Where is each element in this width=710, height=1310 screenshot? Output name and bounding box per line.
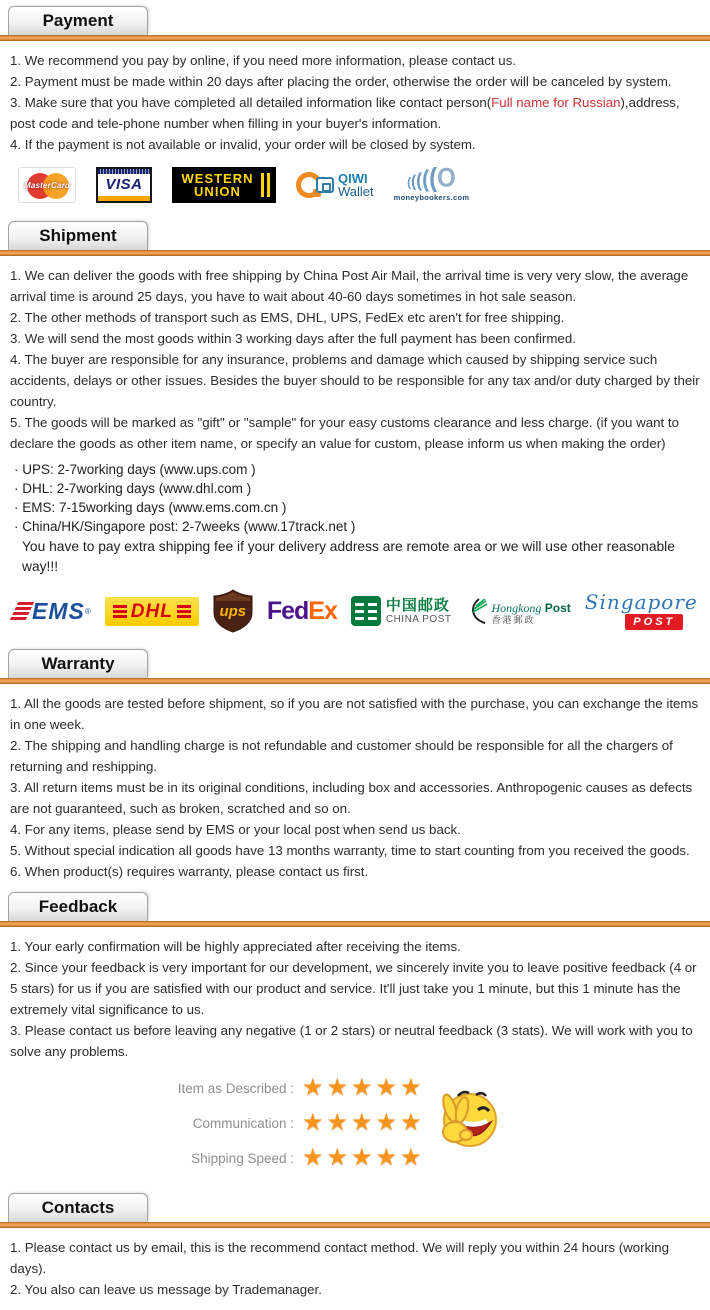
singapore-post-box-label: POST (625, 614, 683, 630)
victory-smiley-icon (428, 1080, 500, 1161)
courier-china-post: · China/HK/Singapore post: 2-7weeks (www.17track.net ) (14, 519, 356, 534)
feedback-item-3: 3. Please contact us before leaving any negative (1 or 2 stars) or neutral feedback (3 stats). We will work with you to solve any problems. (10, 1023, 693, 1059)
rating-row-shipping-speed (0, 1146, 710, 1170)
payment-logos-row (0, 159, 710, 215)
warranty-tab-label: Warranty (41, 654, 115, 673)
shipment-section-header (0, 221, 710, 256)
contacts-item-2: 2. You also can leave us message by Trademanager. (10, 1282, 322, 1297)
feedback-tab-label: Feedback (38, 897, 118, 916)
rating-row-communication (0, 1111, 710, 1135)
feedback-item-2: 2. Since your feedback is very important for our development, we sincerely invite you to leave positive feedback (4 or 5 stars) for us if you are satisfied with our product and service. It'll just take you 1 minute, but this 1 minute has the extremely vital significance to us. (10, 960, 697, 1017)
moneybookers-arcs: (((((O (407, 163, 456, 194)
mastercard-logo-label: MasterCard (23, 181, 70, 190)
dhl-logo-icon (105, 597, 199, 626)
china-post-labels (386, 598, 452, 625)
rating-label-item-as-described: Item as Described : (177, 1080, 294, 1096)
warranty-item-2: 2. The shipping and handling charge is not refundable and customer should be responsible for all the chargers of returning and reshipping. (10, 738, 673, 774)
fedex-ex: Ex (308, 596, 337, 625)
hongkong-post-cn: 香港郵政 (491, 615, 536, 625)
fedex-logo-icon (266, 596, 337, 625)
shipment-item-4: 4. The buyer are responsible for any insurance, problems and damage which caused by shipping service such accidents, delays or other issues. Besides the buyer should to be responsible for any tax and/or duty charged by their country. (10, 352, 700, 409)
feedback-tab (8, 892, 148, 921)
shipping-logos-row (0, 577, 710, 643)
feedback-item-1: 1. Your early confirmation will be highly appreciated after receiving the items. (10, 939, 461, 954)
mastercard-logo-icon (18, 167, 76, 203)
western-union-line2: UNION (194, 184, 241, 199)
payment-body (0, 41, 710, 159)
shipment-item-5: 5. The goods will be marked as "gift" or "sample" for your easy customs clearance and less charge. (if you want to declare the goods as other item name, or specify an value for custom, please inform us when making the order) (10, 415, 680, 451)
five-star-icons: ★★★★★ (302, 1074, 425, 1101)
qiwi-line2: Wallet (338, 184, 374, 199)
visa-gold-stripe (98, 196, 150, 201)
visa-logo-icon (96, 167, 152, 203)
ups-logo-label: ups (219, 603, 247, 620)
payment-section-header (0, 6, 710, 41)
rating-label-shipping-speed: Shipping Speed : (191, 1150, 294, 1166)
china-post-en-label: CHINA POST (385, 613, 452, 625)
shipment-tab (8, 221, 148, 250)
hongkong-word: Hongkong (491, 601, 542, 615)
china-post-cn-label: 中国邮政 (385, 596, 450, 614)
warranty-item-4: 4. For any items, please send by EMS or your local post when send us back. (10, 822, 461, 837)
feedback-section-header (0, 892, 710, 927)
feedback-ratings (0, 1066, 710, 1187)
warranty-item-3: 3. All return items must be in its original conditions, including box and accessories. Anthropogenic causes as defects are not guaranteed, such as broken, scratched and so on. (10, 780, 693, 816)
hongkong-post-swirl (465, 596, 489, 626)
moneybookers-logo-icon (393, 163, 470, 202)
moneybookers-logo-label: moneybookers.com (393, 193, 470, 202)
post-word: Post (544, 601, 571, 615)
rating-row-item-as-described (0, 1076, 710, 1100)
payment-item-1: 1. We recommend you pay by online, if you need more information, please contact us. (10, 53, 517, 68)
western-union-logo-icon (172, 167, 276, 203)
warranty-item-5: 5. Without special indication all goods have 13 months warranty, time to start counting from you received the goods. (10, 843, 690, 858)
contacts-tab-label: Contacts (41, 1198, 115, 1217)
warranty-item-6: 6. When product(s) requires warranty, please contact us first. (10, 864, 369, 879)
courier-dhl: · DHL: 2-7working days (www.dhl.com ) (14, 481, 252, 496)
payment-item-2: 2. Payment must be made within 20 days after placing the order, otherwise the order will be canceled by system. (10, 74, 672, 89)
hongkong-post-labels (491, 602, 570, 626)
shipment-item-3: 3. We will send the most goods within 3 working days after the full payment has been confirmed. (10, 331, 576, 346)
dhl-logo-label: DHL (130, 600, 173, 622)
china-post-logo-icon (351, 596, 452, 626)
payment-item-3 (10, 92, 702, 134)
rating-label-communication: Communication : (192, 1115, 294, 1131)
five-star-icons: ★★★★★ (302, 1144, 425, 1171)
warranty-tab (8, 649, 148, 678)
dhl-left-dashes (113, 610, 127, 613)
qiwi-line1: QIWI (338, 171, 368, 186)
warranty-body (0, 684, 710, 886)
remote-area-note: You have to pay extra shipping fee if your delivery address are remote area or we will use other reasonable way!!! (22, 539, 675, 574)
fedex-fed: Fed (266, 596, 309, 625)
shipment-item-2: 2. The other methods of transport such as EMS, DHL, UPS, FedEx etc aren't for free shipping. (10, 310, 565, 325)
seller-info-page (0, 6, 710, 1310)
hongkong-post-logo-icon (465, 596, 570, 626)
courier-times-list (0, 458, 710, 536)
ups-logo-icon (213, 589, 253, 633)
contacts-tab (8, 1193, 148, 1222)
payment-tab-label: Payment (42, 11, 114, 30)
hongkong-post-en (491, 602, 570, 615)
shipment-body (0, 256, 710, 458)
courier-ems: · EMS: 7-15working days (www.ems.com.cn ) (14, 500, 287, 515)
western-union-logo-label (178, 172, 257, 198)
western-union-bars (261, 173, 270, 197)
five-star-icons: ★★★★★ (302, 1109, 425, 1136)
ems-registered-mark: ® (84, 606, 91, 616)
payment-item-3-pre: 3. Make sure that you have completed all detailed information like contact person( (10, 95, 492, 110)
qiwi-logo-label (338, 172, 374, 198)
warranty-section-header (0, 649, 710, 684)
singapore-script-label: Singapore (584, 590, 698, 614)
visa-logo-label: VISA (105, 176, 143, 193)
ems-stripes (10, 602, 34, 620)
feedback-body (0, 927, 710, 1066)
dhl-right-dashes (177, 610, 191, 613)
courier-ups: · UPS: 2-7working days (www.ups.com ) (14, 462, 256, 477)
qiwi-wallet-glyph (316, 177, 334, 193)
contacts-item-1: 1. Please contact us by email, this is the recommend contact method. We will reply you within 24 hours (working days). (10, 1240, 669, 1276)
singapore-post-logo-icon (585, 592, 702, 630)
ems-logo-label: EMS (32, 597, 85, 624)
china-post-emblem (351, 596, 381, 626)
warranty-item-1: 1. All the goods are tested before shipment, so if you are not satisfied with the purchase, you can exchange the items in one week. (10, 696, 699, 732)
payment-item-3-red-note: Full name for Russian (491, 95, 621, 110)
payment-tab (8, 6, 148, 35)
shipment-item-1: 1. We can deliver the goods with free shipping by China Post Air Mail, the arrival time is very very slow, the average arrival time is around 25 days, you have to wait about 40-60 days sometimes in hot sale season. (10, 268, 689, 304)
payment-item-3-post: ),address, post code and tele-phone number when filling in your buyer's information. (10, 95, 680, 131)
ems-logo-icon (14, 597, 91, 624)
payment-item-4: 4. If the payment is not available or invalid, your order will be closed by system. (10, 137, 476, 152)
qiwi-wallet-logo-icon (296, 172, 374, 198)
western-union-line1: WESTERN (181, 171, 254, 186)
contacts-section-header (0, 1193, 710, 1228)
shipment-tab-label: Shipment (39, 226, 117, 245)
contacts-body (0, 1228, 710, 1310)
